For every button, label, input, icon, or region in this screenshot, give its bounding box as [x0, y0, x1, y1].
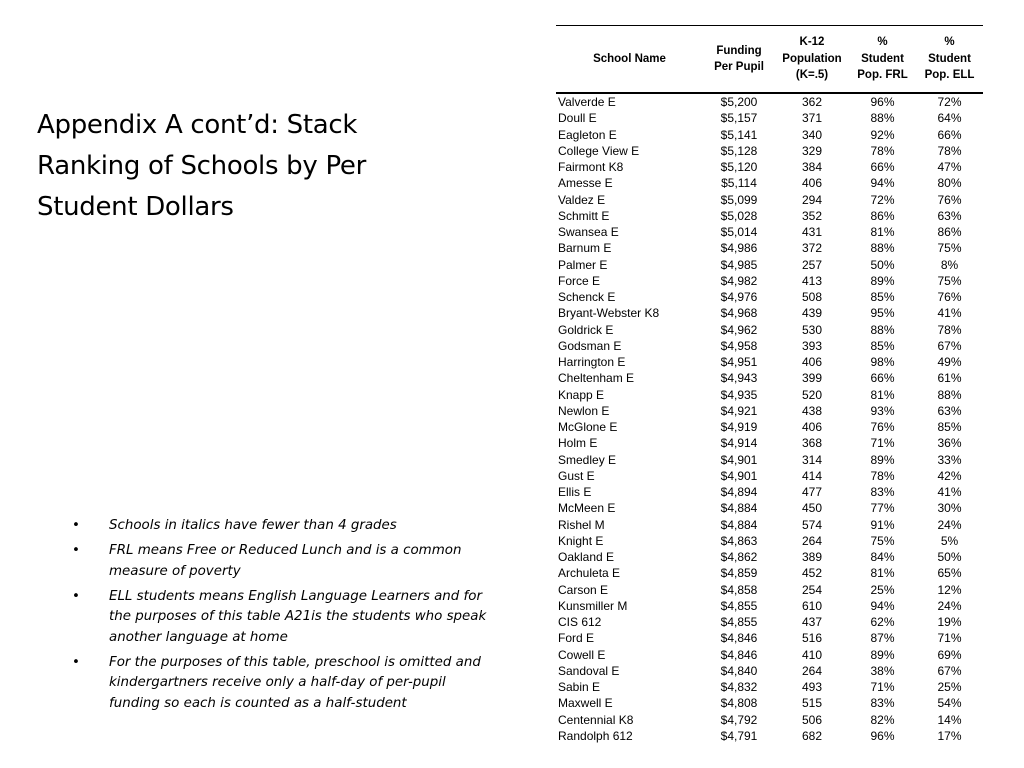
funding-cell: $4,846	[720, 647, 758, 662]
school-name-cell: Sabin E	[558, 680, 601, 694]
table-row	[556, 565, 983, 581]
notes-list	[72, 516, 492, 719]
table-row	[556, 517, 983, 533]
school-name-cell: Cheltenham E	[558, 371, 635, 386]
funding-cell: $5,128	[720, 143, 758, 158]
funding-cell: $5,141	[720, 127, 758, 142]
ell-percent-cell: 54%	[937, 696, 962, 711]
k12-population-cell: 450	[801, 501, 823, 516]
table-row	[556, 208, 983, 224]
frl-percent-cell: 94%	[870, 176, 895, 191]
k12-population-cell: 406	[801, 420, 823, 434]
frl-percent-cell: 83%	[870, 485, 895, 499]
note-text: For the purposes of this table, preschool is omitted and kindergartners receive only a half-day of per-pupil funding so each is counted as a half-student	[109, 654, 481, 711]
table-row	[556, 127, 983, 143]
frl-percent-cell: 85%	[870, 290, 895, 304]
ell-percent-cell: 30%	[937, 501, 962, 516]
funding-cell: $4,791	[720, 728, 758, 743]
frl-percent-cell: 38%	[870, 663, 895, 678]
frl-percent-cell: 88%	[870, 322, 895, 337]
ell-percent-cell: 49%	[937, 355, 962, 369]
k12-population-cell: 406	[801, 355, 823, 369]
school-name-cell: Knight E	[558, 533, 604, 548]
k12-population-cell: 439	[801, 306, 823, 321]
frl-percent-cell: 88%	[870, 241, 895, 256]
k12-population-cell: 515	[801, 696, 823, 711]
note-text: Schools in italics have fewer than 4 grades	[109, 518, 397, 533]
ell-percent-cell: 76%	[937, 192, 962, 207]
ell-percent-cell: 71%	[937, 631, 962, 646]
k12-population-cell: 372	[801, 241, 823, 256]
school-name-cell: Knapp E	[558, 387, 605, 402]
school-name-cell: College View E	[558, 143, 640, 158]
school-name-cell: Force E	[558, 273, 601, 288]
ell-percent-cell: 42%	[937, 468, 962, 483]
school-name-cell: Palmer E	[558, 257, 608, 272]
table-row	[556, 93, 983, 110]
table-row	[556, 305, 983, 321]
k12-population-cell: 371	[801, 111, 823, 126]
frl-percent-cell: 85%	[870, 338, 895, 353]
ell-percent-cell: 75%	[937, 273, 962, 288]
school-name-cell: Centennial K8	[558, 712, 634, 727]
frl-percent-cell: 98%	[870, 355, 895, 369]
ell-percent-cell: 86%	[937, 225, 962, 239]
frl-percent-cell: 78%	[870, 143, 895, 158]
header-school-name: School Name	[593, 52, 666, 65]
school-name-cell: Ellis E	[558, 485, 592, 499]
k12-population-cell: 477	[801, 485, 823, 499]
frl-percent-cell: 71%	[870, 680, 895, 694]
k12-population-cell: 352	[801, 208, 823, 223]
funding-cell: $4,985	[720, 257, 758, 272]
k12-population-cell: 682	[801, 728, 823, 743]
frl-percent-cell: 66%	[870, 160, 895, 174]
funding-cell: $4,986	[720, 241, 758, 256]
school-name-cell: Newlon E	[558, 403, 610, 418]
k12-population-cell: 340	[801, 127, 823, 142]
ell-percent-cell: 80%	[937, 176, 962, 191]
funding-cell: $5,120	[720, 160, 758, 174]
frl-percent-cell: 82%	[870, 712, 895, 727]
funding-cell: $4,921	[720, 403, 758, 418]
k12-population-cell: 410	[801, 647, 823, 662]
ell-percent-cell: 63%	[937, 208, 962, 223]
funding-cell: $5,114	[721, 176, 757, 191]
note-item	[72, 587, 492, 649]
ell-percent-cell: 76%	[937, 290, 962, 304]
funding-cell: $4,951	[720, 355, 758, 369]
table-row	[556, 387, 983, 403]
frl-percent-cell: 77%	[870, 501, 895, 516]
frl-percent-cell: 71%	[870, 436, 895, 451]
ell-percent-cell: 64%	[937, 111, 962, 126]
ell-percent-cell: 85%	[937, 420, 962, 434]
note-item	[72, 653, 492, 715]
table-row	[556, 549, 983, 565]
school-name-cell: Harrington E	[558, 355, 626, 369]
frl-percent-cell: 93%	[870, 403, 895, 418]
funding-cell: $5,028	[720, 208, 758, 223]
frl-percent-cell: 89%	[870, 273, 895, 288]
funding-cell: $4,808	[720, 696, 758, 711]
ell-percent-cell: 12%	[937, 582, 962, 597]
k12-population-cell: 493	[801, 680, 823, 694]
k12-population-cell: 610	[801, 598, 823, 613]
ell-percent-cell: 24%	[937, 598, 962, 613]
frl-percent-cell: 89%	[870, 647, 895, 662]
table-row	[556, 224, 983, 240]
table-row	[556, 273, 983, 289]
funding-cell: $4,859	[720, 566, 758, 581]
ell-percent-cell: 72%	[937, 95, 962, 109]
ell-percent-cell: 41%	[937, 485, 962, 499]
k12-population-cell: 406	[801, 176, 823, 191]
ell-percent-cell: 24%	[937, 517, 962, 532]
frl-percent-cell: 96%	[870, 95, 895, 109]
note-text: ELL students means English Language Learners and for the purposes of this table A21is the students who speak another language at home	[109, 588, 487, 645]
school-name-cell: Barnum E	[558, 241, 612, 256]
k12-population-cell: 389	[801, 550, 823, 564]
funding-cell: $4,846	[720, 631, 758, 646]
school-ranking-table	[556, 25, 983, 744]
k12-population-cell: 264	[801, 663, 823, 678]
bullet-icon: •	[72, 654, 80, 670]
frl-percent-cell: 81%	[870, 225, 895, 239]
frl-percent-cell: 91%	[870, 517, 895, 532]
frl-percent-cell: 62%	[870, 615, 895, 629]
school-name-cell: Valdez E	[558, 192, 606, 207]
bullet-icon: •	[72, 543, 80, 558]
k12-population-cell: 437	[801, 615, 823, 629]
school-name-cell: Rishel M	[558, 517, 605, 532]
ell-percent-cell: 47%	[937, 160, 962, 174]
frl-percent-cell: 76%	[870, 420, 895, 434]
table-row	[556, 257, 983, 273]
ell-percent-cell: 88%	[937, 387, 962, 402]
frl-percent-cell: 84%	[870, 550, 895, 564]
funding-cell: $4,832	[720, 680, 758, 694]
frl-percent-cell: 86%	[870, 208, 895, 223]
k12-population-cell: 516	[801, 631, 823, 646]
school-name-cell: Randolph 612	[558, 728, 633, 743]
table-row	[556, 143, 983, 159]
school-name-cell: Oakland E	[558, 550, 615, 564]
table-row	[556, 728, 983, 744]
school-name-cell: Swansea E	[558, 225, 619, 239]
school-name-cell: McMeen E	[558, 501, 616, 516]
frl-percent-cell: 83%	[870, 696, 895, 711]
table-row	[556, 175, 983, 191]
table-row	[556, 435, 983, 451]
ell-percent-cell: 17%	[937, 728, 962, 743]
header-student-pop-frl: % Student Pop. FRL	[857, 36, 908, 82]
frl-percent-cell: 89%	[870, 452, 895, 467]
note-text: FRL means Free or Reduced Lunch and is a common measure of poverty	[109, 543, 462, 579]
school-name-cell: Bryant-Webster K8	[558, 306, 660, 321]
table-row	[556, 695, 983, 711]
funding-cell: $4,858	[720, 582, 758, 597]
frl-percent-cell: 88%	[870, 111, 895, 126]
k12-population-cell: 506	[801, 712, 823, 727]
k12-population-cell: 508	[801, 290, 823, 304]
bullet-icon: •	[72, 518, 80, 533]
school-name-cell: Godsman E	[558, 338, 622, 353]
frl-percent-cell: 92%	[870, 127, 895, 142]
school-name-cell: Eagleton E	[558, 127, 617, 142]
table-header	[556, 26, 983, 94]
table-row	[556, 630, 983, 646]
frl-percent-cell: 72%	[870, 192, 895, 207]
table-row	[556, 614, 983, 630]
ell-percent-cell: 75%	[937, 241, 962, 256]
funding-cell: $4,894	[720, 485, 758, 499]
table-row	[556, 419, 983, 435]
ell-percent-cell: 67%	[937, 338, 962, 353]
school-name-cell: Ford E	[558, 631, 595, 646]
school-name-cell: Schmitt E	[558, 208, 610, 223]
school-ranking-table-container	[556, 25, 983, 744]
funding-cell: $4,962	[720, 322, 758, 337]
k12-population-cell: 452	[801, 566, 823, 581]
table-row	[556, 354, 983, 370]
school-name-cell: Gust E	[558, 468, 595, 483]
ell-percent-cell: 33%	[937, 452, 962, 467]
table-row	[556, 240, 983, 256]
funding-cell: $4,935	[720, 387, 758, 402]
table-row	[556, 403, 983, 419]
school-name-cell: Amesse E	[558, 176, 613, 191]
frl-percent-cell: 25%	[870, 582, 895, 597]
frl-percent-cell: 81%	[870, 387, 895, 402]
ell-percent-cell: 5%	[940, 533, 959, 548]
ell-percent-cell: 66%	[937, 127, 962, 142]
funding-cell: $5,157	[720, 111, 758, 126]
frl-percent-cell: 50%	[870, 257, 895, 272]
frl-percent-cell: 94%	[870, 598, 895, 613]
table-row	[556, 663, 983, 679]
funding-cell: $4,919	[720, 420, 758, 434]
funding-cell: $4,840	[720, 663, 758, 678]
table-row	[556, 484, 983, 500]
funding-cell: $4,914	[720, 436, 758, 451]
frl-percent-cell: 95%	[870, 306, 895, 321]
k12-population-cell: 362	[801, 95, 823, 109]
k12-population-cell: 368	[801, 436, 823, 451]
k12-population-cell: 530	[801, 322, 823, 337]
table-row	[556, 598, 983, 614]
table-row	[556, 370, 983, 386]
table-row	[556, 159, 983, 175]
table-row	[556, 322, 983, 338]
table-row	[556, 452, 983, 468]
frl-percent-cell: 78%	[870, 468, 895, 483]
header-funding-per-pupil: Funding Per Pupil	[714, 44, 764, 73]
school-name-cell: Schenck E	[558, 290, 616, 304]
ell-percent-cell: 65%	[937, 566, 962, 581]
k12-population-cell: 254	[801, 582, 823, 597]
ell-percent-cell: 61%	[937, 371, 962, 386]
funding-cell: $4,862	[720, 550, 758, 564]
table-row	[556, 582, 983, 598]
table-row	[556, 468, 983, 484]
ell-percent-cell: 36%	[937, 436, 962, 451]
ell-percent-cell: 78%	[937, 143, 962, 158]
funding-cell: $4,901	[720, 452, 758, 467]
funding-cell: $4,884	[720, 501, 758, 516]
school-name-cell: Sandoval E	[558, 663, 620, 678]
ell-percent-cell: 8%	[940, 257, 959, 272]
table-row	[556, 679, 983, 695]
table-row	[556, 110, 983, 126]
school-name-cell: McGlone E	[558, 420, 618, 434]
frl-percent-cell: 66%	[870, 371, 895, 386]
table-row	[556, 533, 983, 549]
k12-population-cell: 384	[801, 160, 823, 174]
school-name-cell: Valverde E	[558, 95, 616, 109]
k12-population-cell: 257	[801, 257, 823, 272]
table-row	[556, 289, 983, 305]
ell-percent-cell: 69%	[937, 647, 962, 662]
table-row	[556, 338, 983, 354]
k12-population-cell: 574	[801, 517, 823, 532]
ell-percent-cell: 19%	[937, 615, 962, 629]
table-body	[556, 93, 983, 744]
funding-cell: $4,976	[720, 290, 758, 304]
school-name-cell: Doull E	[558, 111, 597, 126]
k12-population-cell: 264	[801, 533, 823, 548]
k12-population-cell: 294	[801, 192, 823, 207]
k12-population-cell: 393	[801, 338, 823, 353]
funding-cell: $4,901	[720, 468, 758, 483]
table-row	[556, 712, 983, 728]
bullet-icon: •	[72, 588, 80, 604]
frl-percent-cell: 75%	[870, 533, 895, 548]
funding-cell: $4,863	[720, 533, 758, 548]
funding-cell: $5,014	[720, 225, 758, 239]
frl-percent-cell: 81%	[870, 566, 895, 581]
funding-cell: $4,855	[720, 598, 758, 613]
table-row	[556, 647, 983, 663]
funding-cell: $5,200	[720, 95, 758, 109]
k12-population-cell: 520	[801, 387, 823, 402]
table-row	[556, 500, 983, 516]
ell-percent-cell: 14%	[937, 712, 962, 727]
k12-population-cell: 314	[801, 452, 823, 467]
ell-percent-cell: 25%	[937, 680, 962, 694]
table-row	[556, 192, 983, 208]
school-name-cell: Holm E	[558, 436, 598, 451]
ell-percent-cell: 41%	[937, 306, 962, 321]
funding-cell: $4,792	[720, 712, 758, 727]
k12-population-cell: 431	[801, 225, 823, 239]
k12-population-cell: 399	[801, 371, 823, 386]
school-name-cell: Smedley E	[558, 452, 617, 467]
note-item	[72, 516, 492, 537]
school-name-cell: CIS 612	[558, 615, 602, 629]
header-k12-population: K-12 Population (K=.5)	[782, 36, 842, 82]
frl-percent-cell: 87%	[870, 631, 895, 646]
ell-percent-cell: 78%	[937, 322, 962, 337]
school-name-cell: Maxwell E	[558, 696, 613, 711]
k12-population-cell: 329	[801, 143, 823, 158]
school-name-cell: Kunsmiller M	[558, 598, 628, 613]
funding-cell: $4,982	[720, 273, 758, 288]
slide-title: Appendix A cont’d: Stack Ranking of Schools by Per Student Dollars	[37, 110, 366, 223]
school-name-cell: Archuleta E	[558, 566, 621, 581]
funding-cell: $4,968	[720, 306, 758, 321]
ell-percent-cell: 50%	[937, 550, 962, 564]
note-item	[72, 541, 492, 582]
funding-cell: $5,099	[720, 192, 758, 207]
school-name-cell: Fairmont K8	[558, 160, 624, 174]
k12-population-cell: 438	[801, 403, 823, 418]
ell-percent-cell: 67%	[937, 663, 962, 678]
funding-cell: $4,958	[720, 338, 758, 353]
k12-population-cell: 413	[801, 273, 823, 288]
frl-percent-cell: 96%	[870, 728, 895, 743]
school-name-cell: Cowell E	[558, 647, 606, 662]
funding-cell: $4,855	[720, 615, 758, 629]
funding-cell: $4,884	[720, 517, 758, 532]
funding-cell: $4,943	[720, 371, 758, 386]
k12-population-cell: 414	[801, 468, 823, 483]
school-name-cell: Goldrick E	[558, 322, 614, 337]
school-name-cell: Carson E	[558, 582, 609, 597]
header-student-pop-ell: % Student Pop. ELL	[924, 36, 975, 82]
ell-percent-cell: 63%	[937, 403, 962, 418]
